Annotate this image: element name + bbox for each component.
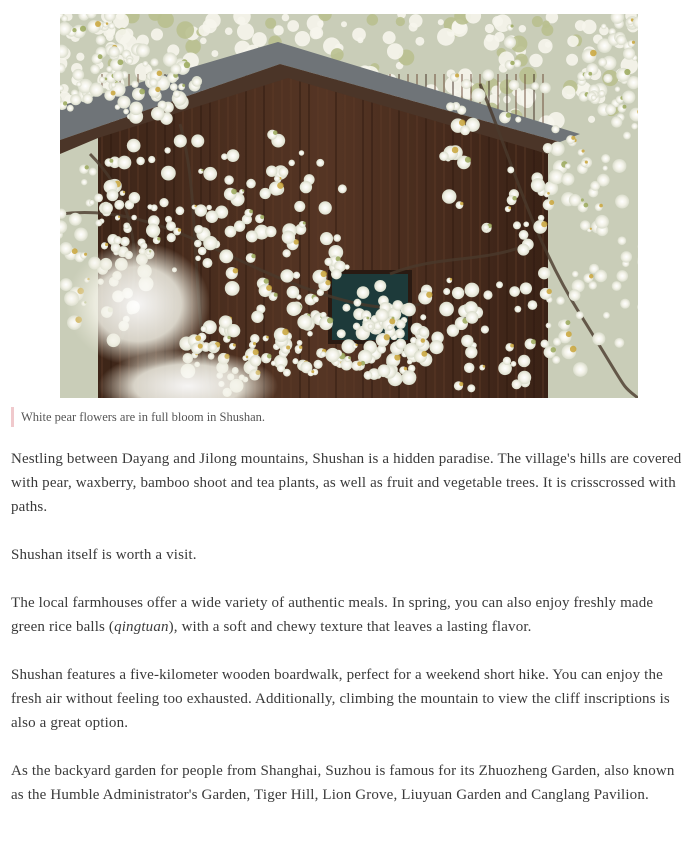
- image-caption: White pear flowers are in full bloom in Shushan.: [11, 407, 265, 427]
- paragraph-meals-text: The local farmhouses offer a wide variety of authentic meals. In spring, you can also enjoy freshly made green rice balls (: [11, 595, 654, 635]
- article-photo: [60, 14, 638, 398]
- paragraph-meals: [11, 591, 691, 639]
- paragraph-meals-text-end: ), with a soft and chewy texture that leaves a lasting flavor.: [168, 619, 532, 635]
- paragraph-boardwalk: Shushan features a five-kilometer wooden boardwalk, perfect for a weekend short hike. You can enjoy the fresh air without feeling too exhausted. Additionally, climbing the mountain to view the cliff inscriptions is also a great option.: [11, 667, 670, 731]
- qingtuan-term: qingtuan: [114, 619, 169, 635]
- pear-blossom-photo: [60, 14, 638, 398]
- paragraph-intro: Nestling between Dayang and Jilong mountains, Shushan is a hidden paradise. The village's hills are covered with pear, waxberry, bamboo shoot and tea plants, as well as fruit and vegetable trees. It is crisscrossed with paths.: [11, 451, 682, 515]
- blurred-blossom: [66, 242, 210, 366]
- article-body: [11, 447, 691, 831]
- paragraph-visit: Shushan itself is worth a visit.: [11, 547, 197, 563]
- paragraph-suzhou: As the backyard garden for people from Shanghai, Suzhou is famous for its Zhuozheng Garden, also known as the Humble Administrator's Garden, Tiger Hill, Lion Grove, Liuyuan Garden and Canglang Pavilion.: [11, 763, 675, 803]
